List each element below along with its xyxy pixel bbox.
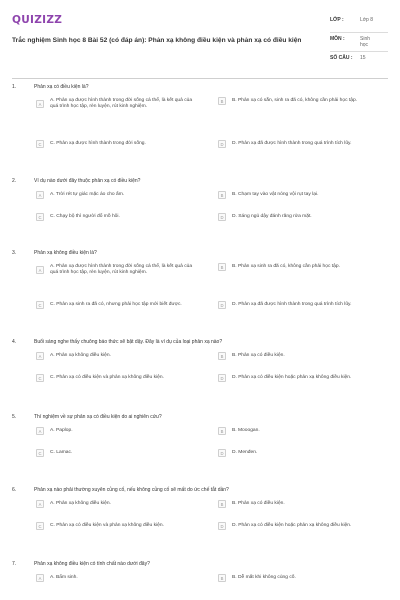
option-letter-box: A <box>36 427 44 435</box>
answer-option-b[interactable] <box>218 353 378 359</box>
option-letter-box: B <box>218 263 226 271</box>
option-text: C. Phản xạ có điều kiện và phản xạ không điều kiện. <box>50 523 164 528</box>
option-text: C. Lamac. <box>50 450 73 455</box>
option-text: B. Phản xạ có điều kiện. <box>232 501 285 506</box>
logo-first-letter: Q <box>12 14 22 26</box>
option-text: C. Phản xạ được hình thành trong đời sống. <box>50 141 146 146</box>
option-text: B. Phản xạ có sẵn, sinh ra đã có, không cần phải học tập. <box>232 98 358 103</box>
option-letter-box: D <box>218 213 226 221</box>
option-text: B. Phản xạ sinh ra đã có, không cần phải học tập. <box>232 264 340 269</box>
option-text: D. Phản xạ đã được hình thành trong quá trình tích lũy. <box>232 302 352 307</box>
option-text: A. Paplop. <box>50 428 73 433</box>
meta-row-count <box>330 52 388 71</box>
option-letter-box: A <box>36 574 44 582</box>
question-text: Thí nghiệm về sự phản xạ có điều kiện do ai nghiên cứu? <box>34 414 162 420</box>
meta-value: 15 <box>360 55 366 61</box>
question-number: 2. <box>12 178 17 184</box>
option-text: B. Mooogan. <box>232 428 260 433</box>
option-text: D. Sáng ngủ dậy đánh răng rửa mặt. <box>232 214 312 219</box>
question-number: 7. <box>12 561 17 567</box>
option-text: A. Trời rét tự giác mặc áo cho ấm. <box>50 192 125 197</box>
answer-option-b[interactable] <box>218 501 378 507</box>
question-text: Phản xạ nào phải thường xuyên củng cố, nếu không củng cố sẽ mất do ức chế tắt dần? <box>34 487 229 493</box>
answer-option-a[interactable] <box>36 264 196 277</box>
answer-option-d[interactable] <box>218 375 378 381</box>
option-letter-box: D <box>218 301 226 309</box>
option-letter-box: B <box>218 191 226 199</box>
option-text: A. Phản xạ không điều kiện. <box>50 353 111 358</box>
answer-option-b[interactable] <box>218 192 378 198</box>
option-letter-box: D <box>218 140 226 148</box>
question-text: Phản xạ có điều kiện là? <box>34 84 89 90</box>
option-text: D. Menđen. <box>232 450 258 455</box>
option-text: B. Phản xạ có điều kiện. <box>232 353 285 358</box>
option-letter-box: B <box>218 427 226 435</box>
option-letter-box: B <box>218 97 226 105</box>
answer-option-c[interactable] <box>36 214 196 220</box>
meta-row-subject <box>330 33 388 52</box>
option-letter-box: A <box>36 266 44 274</box>
option-text: D. Phản xạ có điều kiện hoặc phản xạ không điều kiện. <box>232 375 352 380</box>
option-letter-box: D <box>218 449 226 457</box>
option-text: B. Chạm tay vào vật nóng vội rụt tay lại. <box>232 192 319 197</box>
answer-option-b[interactable] <box>218 264 378 270</box>
option-letter-box: A <box>36 500 44 508</box>
page-title: Trắc nghiệm Sinh học 8 Bài 52 (có đáp án): Phản xạ không điều kiện và phản xạ có điều kiện <box>12 37 302 44</box>
option-text: C. Chạy bộ thì người đổ mồ hôi. <box>50 214 120 219</box>
option-text: D. Phản xạ có điều kiện hoặc phản xạ không điều kiện. <box>232 523 352 528</box>
answer-option-a[interactable] <box>36 98 196 111</box>
question-text: Phản xạ không điều kiện là? <box>34 250 97 256</box>
answer-option-c[interactable] <box>36 450 196 456</box>
answer-option-d[interactable] <box>218 523 378 529</box>
answer-option-a[interactable] <box>36 192 196 198</box>
option-letter-box: D <box>218 374 226 382</box>
answer-option-c[interactable] <box>36 523 196 529</box>
option-text: C. Phản xạ có điều kiện và phản xạ không điều kiện. <box>50 375 164 380</box>
answer-option-a[interactable] <box>36 428 196 434</box>
option-text: A. Phản xạ được hình thành trong đời sống cá thể, là kết quả của quá trình học tập, rèn luyện, rút kinh nghiệm. <box>50 264 193 276</box>
answer-option-d[interactable] <box>218 450 378 456</box>
answer-option-c[interactable] <box>36 302 196 308</box>
question-text: Buổi sáng nghe thấy chuông báo thức sẽ bật dậy. Đây là ví dụ của loại phản xạ nào? <box>34 339 223 345</box>
option-letter-box: B <box>218 574 226 582</box>
answer-option-d[interactable] <box>218 302 378 308</box>
header-divider <box>12 78 388 79</box>
question-text: Ví dụ nào dưới đây thuộc phản xạ có điều kiện? <box>34 178 141 184</box>
option-letter-box: D <box>218 522 226 530</box>
option-letter-box: A <box>36 100 44 108</box>
answer-option-a[interactable] <box>36 575 196 581</box>
logo-text: UIZIZZ <box>21 14 63 26</box>
answer-option-d[interactable] <box>218 141 378 147</box>
answer-option-a[interactable] <box>36 501 196 507</box>
question-number: 4. <box>12 339 17 345</box>
meta-label: MÔN : <box>330 36 345 42</box>
question-number: 3. <box>12 250 17 256</box>
option-letter-box: C <box>36 374 44 382</box>
meta-value: Sinh học <box>360 36 371 48</box>
option-text: B. Dễ mất khi không củng cố. <box>232 575 296 580</box>
option-text: A. Bẩm sinh. <box>50 575 78 580</box>
option-text: A. Phản xạ không điều kiện. <box>50 501 111 506</box>
option-letter-box: B <box>218 500 226 508</box>
answer-option-b[interactable] <box>218 98 378 104</box>
quizizz-logo <box>12 14 62 26</box>
worksheet-header <box>12 10 388 72</box>
question-number: 5. <box>12 414 17 420</box>
answer-option-c[interactable] <box>36 375 196 381</box>
option-letter-box: C <box>36 213 44 221</box>
meta-label: LỚP : <box>330 17 344 23</box>
answer-option-d[interactable] <box>218 214 378 220</box>
option-text: A. Phản xạ được hình thành trong đời sống cá thể, là kết quả của quá trình học tập, rèn luyện, rút kinh nghiệm. <box>50 98 193 110</box>
option-letter-box: C <box>36 301 44 309</box>
meta-label: SỐ CÂU : <box>330 55 353 61</box>
question-number: 6. <box>12 487 17 493</box>
option-letter-box: C <box>36 140 44 148</box>
answer-option-b[interactable] <box>218 575 378 581</box>
meta-row-grade <box>330 14 388 33</box>
option-letter-box: C <box>36 522 44 530</box>
option-letter-box: B <box>218 352 226 360</box>
question-text: Phản xạ không điều kiện có tính chất nào dưới đây? <box>34 561 150 567</box>
option-text: C. Phản xạ sinh ra đã có, nhưng phải học tập mới biết được. <box>50 302 182 307</box>
answer-option-c[interactable] <box>36 141 196 147</box>
answer-option-a[interactable] <box>36 353 196 359</box>
meta-box <box>330 14 388 71</box>
question-number: 1. <box>12 84 17 90</box>
answer-option-b[interactable] <box>218 428 378 434</box>
option-letter-box: C <box>36 449 44 457</box>
option-text: D. Phản xạ đã được hình thành trong quá trình tích lũy. <box>232 141 352 146</box>
meta-value: Lớp 8 <box>360 17 374 23</box>
option-letter-box: A <box>36 352 44 360</box>
option-letter-box: A <box>36 191 44 199</box>
